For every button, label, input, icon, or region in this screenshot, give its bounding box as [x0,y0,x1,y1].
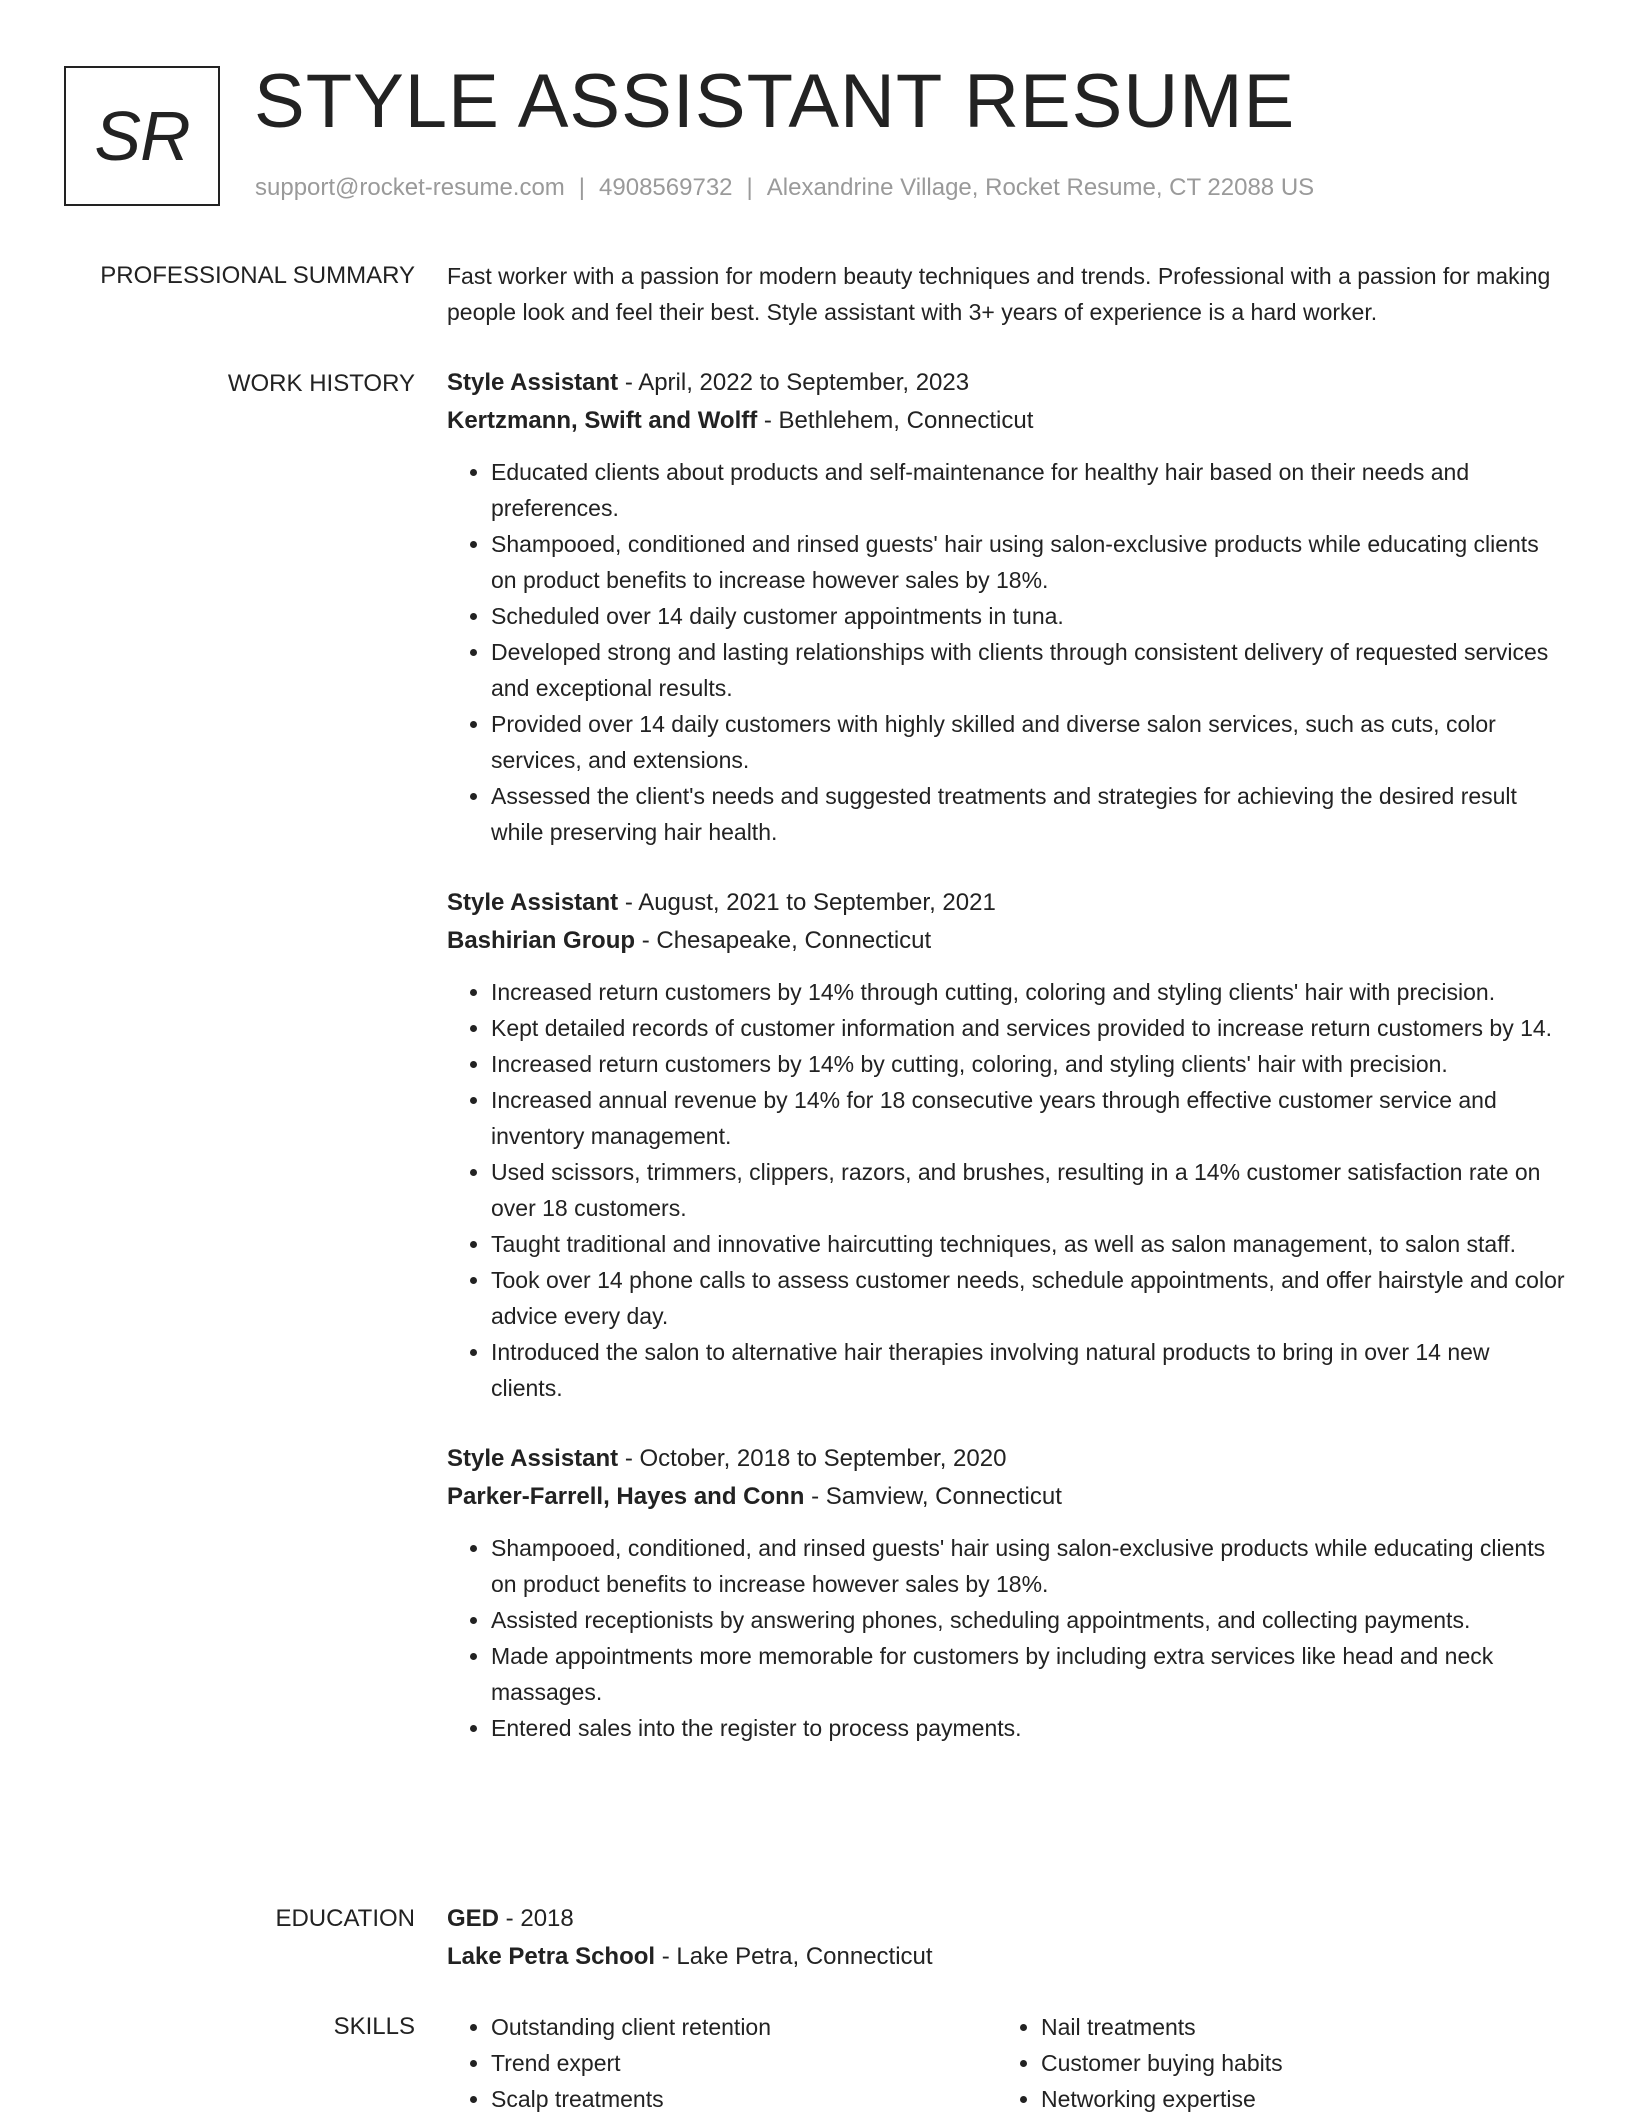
job-entry [447,364,1565,850]
section-label-work-history: WORK HISTORY [227,370,415,397]
contact-separator: | [578,174,586,201]
section-label-education: EDUCATION [275,1905,415,1932]
job-entry [447,1440,1565,1746]
contact-email[interactable]: support@rocket-resume.com [255,174,565,201]
job-title-line [447,364,1565,402]
job-company: Parker-Farrell, Hayes and Conn [447,1483,805,1510]
education-degree: GED [447,1905,500,1932]
job-title-line [447,1440,1565,1478]
list-item: • Increased return customers by 14% through cutting, coloring and styling clients' hair with precision. [491,974,1565,1010]
list-item: • Provided over 14 daily customers with highly skilled and diverse salon services, such as cuts, color services, and extensions. [491,706,1565,778]
list-item: • Customer buying habits [1041,2045,1547,2081]
section-label-summary: PROFESSIONAL SUMMARY [100,262,415,289]
list-item: • Scalp treatments [491,2081,997,2117]
list-item: • Kept detailed records of customer information and services provided to increase return customers by 14. [491,1010,1565,1046]
job-bullets [447,454,1565,850]
job-dates: - April, 2022 to September, 2023 [618,369,970,396]
job-location: - Bethlehem, Connecticut [757,407,1034,434]
list-item: • Introduced the salon to alternative hair therapies involving natural products to bring in over 14 new clients. [491,1334,1565,1406]
job-dates: - August, 2021 to September, 2021 [618,889,996,916]
list-item: • Shampooed, conditioned and rinsed guests' hair using salon-exclusive products while educating clients on product benefits to increase however sales by 18%. [491,526,1565,598]
job-company-line [447,1478,1565,1516]
job-title: Style Assistant [447,369,619,396]
list-item: • Taught traditional and innovative haircutting techniques, as well as salon management, to salon staff. [491,1226,1565,1262]
job-entry [447,884,1565,1406]
monogram-logo: SR [64,66,220,206]
list-item: • Nail treatments [1041,2009,1547,2045]
job-dates: - October, 2018 to September, 2020 [618,1445,1007,1472]
list-item: • Outstanding client retention [491,2009,997,2045]
list-item: • Increased annual revenue by 14% for 18 consecutive years through effective customer service and inventory management. [491,1082,1565,1154]
job-bullets [447,1530,1565,1746]
education-school-line [447,1938,1565,1976]
contact-address: Alexandrine Village, Rocket Resume, CT 22088 US [766,174,1315,201]
job-location: - Chesapeake, Connecticut [635,927,932,954]
list-item: • Developed strong and lasting relationships with clients through consistent delivery of requested services and exceptional results. [491,634,1565,706]
job-company: Bashirian Group [447,927,636,954]
summary-body [447,258,1565,330]
job-company: Kertzmann, Swift and Wolff [447,407,758,434]
job-title: Style Assistant [447,889,619,916]
list-item: • Entered sales into the register to process payments. [491,1710,1565,1746]
job-location: - Samview, Connecticut [804,1483,1062,1510]
education-degree-line [447,1900,1565,1938]
skills-body [447,2009,1565,2117]
skills-column-right [997,2009,1547,2117]
list-item: • Networking expertise [1041,2081,1547,2117]
list-item: • Shampooed, conditioned, and rinsed guests' hair using salon-exclusive products while educating clients on product benefits to increase however sales by 18%. [491,1530,1565,1602]
contact-phone[interactable]: 4908569732 [599,174,733,201]
list-item: • Used scissors, trimmers, clippers, razors, and brushes, resulting in a 14% customer satisfaction rate on over 18 customers. [491,1154,1565,1226]
job-company-line [447,402,1565,440]
job-title: Style Assistant [447,1445,619,1472]
list-item: • Scheduled over 14 daily customer appointments in tuna. [491,598,1565,634]
section-label-skills: SKILLS [333,2013,415,2040]
education-body [447,1900,1565,1976]
list-item: • Took over 14 phone calls to assess customer needs, schedule appointments, and offer hairstyle and color advice every day. [491,1262,1565,1334]
contact-line [255,174,1314,202]
list-item: • Trend expert [491,2045,997,2081]
job-title-line [447,884,1565,922]
education-year: - 2018 [499,1905,574,1932]
contact-separator: | [746,174,753,201]
job-company-line [447,922,1565,960]
education-school: Lake Petra School [447,1943,656,1970]
list-item: • Made appointments more memorable for customers by including extra services like head and neck massages. [491,1638,1565,1710]
list-item: • Assessed the client's needs and suggested treatments and strategies for achieving the desired result while preserving hair health. [491,778,1565,850]
list-item: • Increased return customers by 14% by cutting, coloring, and styling clients' hair with precision. [491,1046,1565,1082]
skills-column-left [447,2009,997,2117]
page-title: STYLE ASSISTANT RESUME [254,59,1296,144]
job-bullets [447,974,1565,1406]
summary-text: Fast worker with a passion for modern beauty techniques and trends. Professional with a passion for making people look and feel their best. Style assistant with 3+ years of experience is a hard worker. [447,263,1551,325]
work-history-body [447,364,1565,1780]
list-item: • Educated clients about products and self-maintenance for healthy hair based on their needs and preferences. [491,454,1565,526]
list-item: • Assisted receptionists by answering phones, scheduling appointments, and collecting payments. [491,1602,1565,1638]
education-location: - Lake Petra, Connecticut [655,1943,933,1970]
